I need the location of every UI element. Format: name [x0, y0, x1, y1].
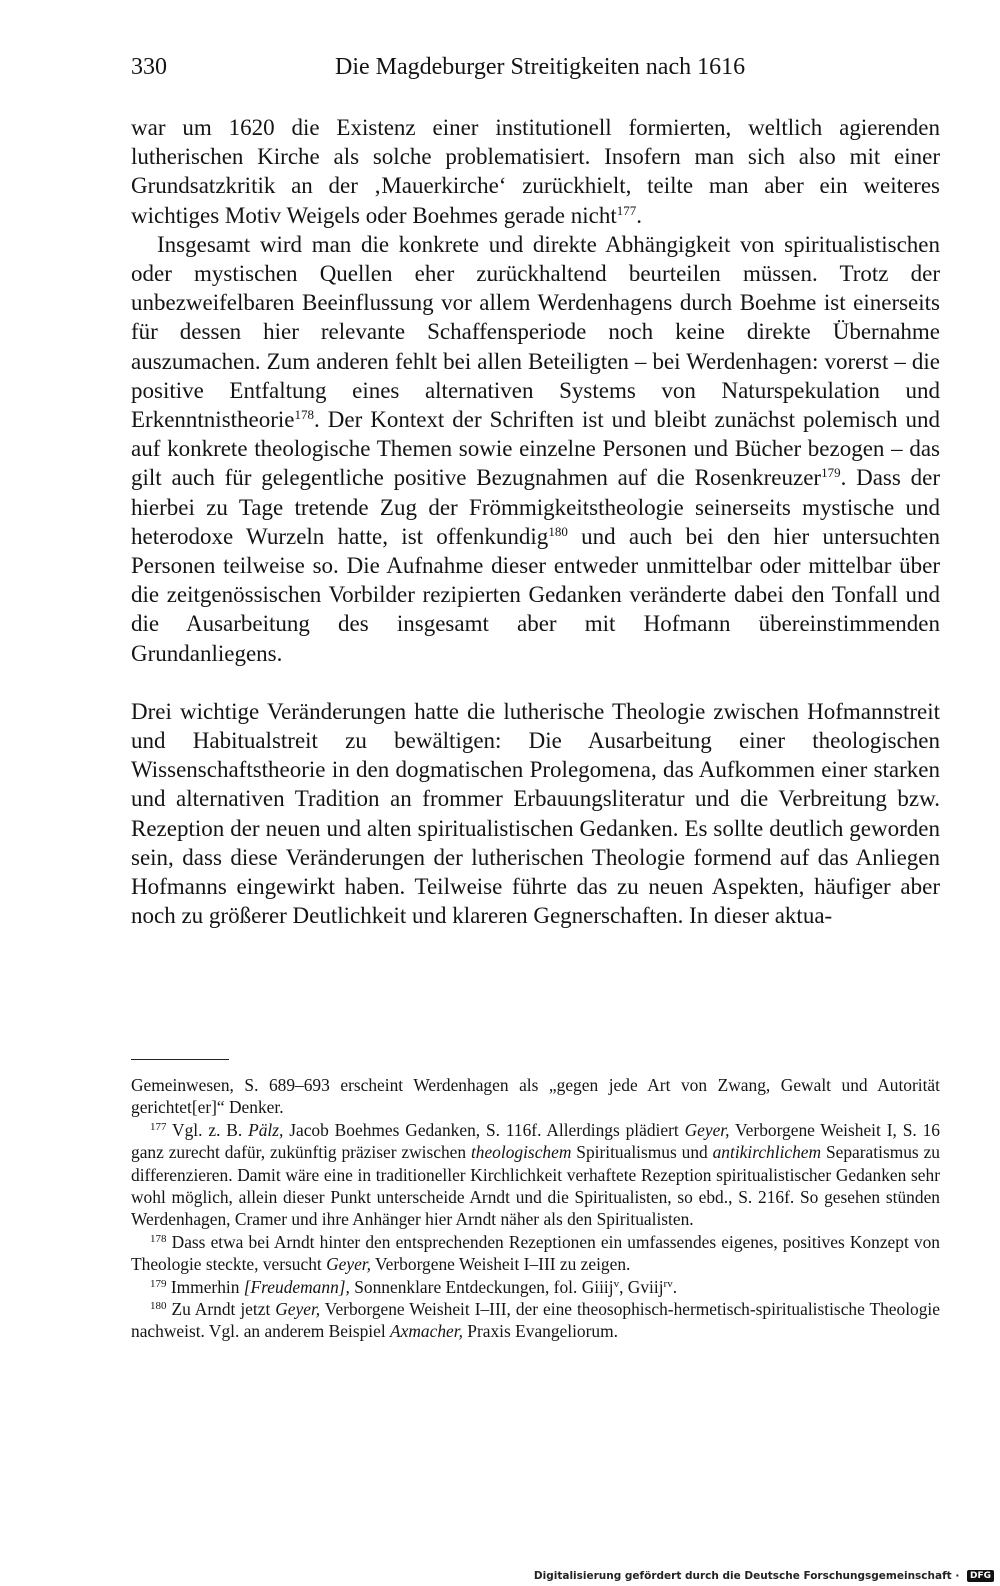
dfg-logo-icon: DFG: [967, 1570, 994, 1582]
footnote-separator: [131, 1059, 229, 1060]
footnote-177: $^{177}$ Vgl. z. B. Pälz, Jacob Boehmes Gedanken, S. 116f. Allerdings plädiert Geyer, Verborgene Weisheit I, S. 16 ganz zurecht dafür, zukünftig präziser zwischen theologischem Spiritualismus und antikirchlichem Separatismus zu differenzieren. Damit wäre eine in traditioneller Kirchlichkeit verhaftete Rezeption spiritualistischer Gedanken sehr wohl möglich, allein dieser Punkt unterscheide Arndt und die Spiritualisten, so ebd., S. 216f. So gesehen stünden Werdenhagen, Cramer und ihre Anhänger hier Arndt näher als den Spiritualisten.: [131, 1119, 940, 1230]
paragraph-2: Insgesamt wird man die konkrete und direkte Abhängigkeit von spiritualistischen oder mystischen Quellen eher zurückhaltend beurteilen müssen. Trotz der unbezweifelbaren Beeinflussung vor allem Werdenhagens durch Boehme ist einerseits für dessen hier relevante Schaffensperiode noch keine direkte Übernahme auszumachen. Zum anderen fehlt bei allen Beteiligten – bei Werdenhagen: vorerst – die positive Entfaltung eines alternativen Systems von Naturspekulation und Erkenntnistheorie$^{178}$. Der Kontext der Schriften ist und bleibt zunächst polemisch und auf konkrete theologische Themen sowie einzelne Personen und Bücher bezogen – das gilt auch für gelegentliche positive Bezugnahmen auf die Rosenkreuzer$^{179}$. Dass der hierbei zu Tage tretende Zug der Frömmigkeitstheologie seinerseits mystische und heterodoxe Wurzeln hatte, ist offenkundig$^{180}$ und auch bei den hier untersuchten Personen teilweise so. Die Aufnahme dieser entweder unmittelbar oder mittelbar über die zeitgenössischen Vorbilder rezipierten Gedanken veränderte dabei den Tonfall und die Ausarbeitung des insgesamt aber mit Hofmann übereinstimmenden Grundanliegens.: [131, 231, 940, 666]
body-text: [131, 113, 940, 930]
footnote-180: $^{180}$ Zu Arndt jetzt Geyer, Verborgene Weisheit I–III, der eine theosophisch-hermetisch-spiritualistische Theologie nachweist. Vgl. an anderem Beispiel Axmacher, Praxis Evangeliorum.: [131, 1299, 940, 1342]
footnote-continuation: Gemeinwesen, S. 689–693 erscheint Werdenhagen als „gegen jede Art von Zwang, Gewalt und Autorität gerichtet[er]“ Denker.: [131, 1075, 940, 1118]
footnotes: [131, 1074, 940, 1343]
footnote-178: $^{178}$ Dass etwa bei Arndt hinter den entsprechenden Rezeptionen ein umfassendes eigenes, positives Konzept von Theologie steckte, versucht Geyer, Verborgene Weisheit I–III zu zeigen.: [131, 1231, 940, 1275]
paragraph-3: Drei wichtige Veränderungen hatte die lutherische Theologie zwischen Hofmannstreit und Habitualstreit zu bewältigen: Die Ausarbeitung einer theologischen Wissenschaftstheorie in den dogmatischen Prolegomena, das Aufkommen einer starken und alternativen Tradition an frommer Erbauungsliteratur und die Verbreitung bzw. Rezeption der neuen und alten spiritualistischen Gedanken. Es sollte deutlich geworden sein, dass diese Veränderungen der lutherischen Theologie formend auf das Anliegen Hofmanns eingewirkt haben. Teilweise führte das zu neuen Aspekten, häufiger aber noch zu größerer Deutlichkeit und klareren Gegnerschaften. In dieser aktua-: [131, 698, 940, 929]
footnote-ref-179[interactable]: 179: [821, 465, 841, 481]
page-number: 330: [131, 54, 167, 80]
running-title: Die Magdeburger Streitigkeiten nach 1616: [335, 54, 746, 80]
footnote-ref-180[interactable]: 180: [548, 523, 568, 539]
colophon-text: Digitalisierung gefördert durch die Deutsche Forschungsgemeinschaft ·: [533, 1570, 960, 1582]
footnote-ref-177[interactable]: 177: [616, 202, 637, 218]
paragraph-1: war um 1620 die Existenz einer institutionell formierten, weltlich agierenden lutherischen Kirche als solche problematisiert. Insofern man sich also mit einer Grundsatzkritik an der ‚Mauerkirche‘ zurückhielt, teilte man aber ein weiteres wichtiges Motiv Weigels oder Boehmes gerade nicht$^{177}$.: [131, 115, 940, 228]
footnote-ref-178[interactable]: 178: [294, 407, 315, 423]
footnote-179: $^{179}$ Immerhin [Freudemann], Sonnenklare Entdeckungen, fol. Giiij$^v$, Gviij$^{rv}$.: [150, 1276, 678, 1297]
digitization-colophon: [534, 1570, 994, 1582]
